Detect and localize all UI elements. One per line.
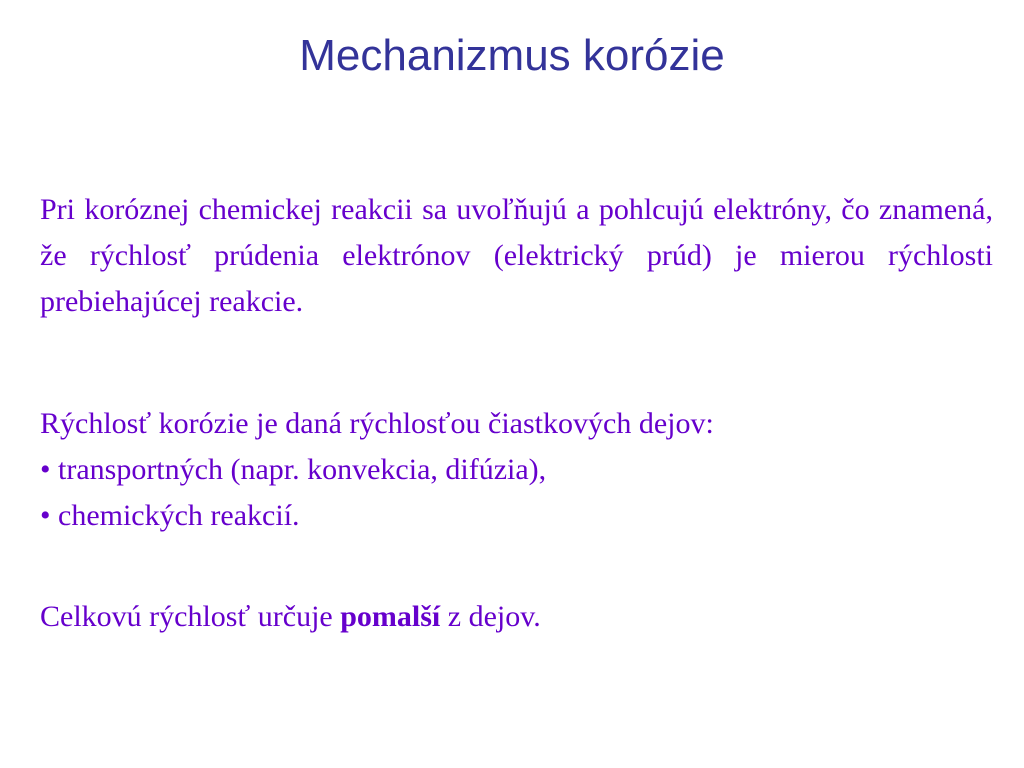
paragraph-overall-rate <box>40 594 993 640</box>
overall-rate-suffix: z dejov. <box>440 600 541 633</box>
overall-rate-prefix: Celkovú rýchlosť určuje <box>40 600 341 633</box>
paragraph-corrosion-rate <box>40 401 993 539</box>
paragraph-electron-flow: Pri koróznej chemickej reakcii sa uvoľňujú a pohlcujú elektróny, čo znamená, že rýchlosť prúdenia elektrónov (elektrický prúd) je mierou rýchlosti prebiehajúcej reakcie. <box>40 193 993 318</box>
corrosion-rate-intro: Rýchlosť korózie je daná rýchlosťou čiastkových dejov: <box>40 407 714 440</box>
bullet-transport: • transportných (napr. konvekcia, difúzia), <box>40 453 547 486</box>
overall-rate-emphasis: pomalší <box>340 600 441 633</box>
slide-title: Mechanizmus korózie <box>299 31 725 80</box>
bullet-chemical: • chemických reakcií. <box>40 499 300 532</box>
